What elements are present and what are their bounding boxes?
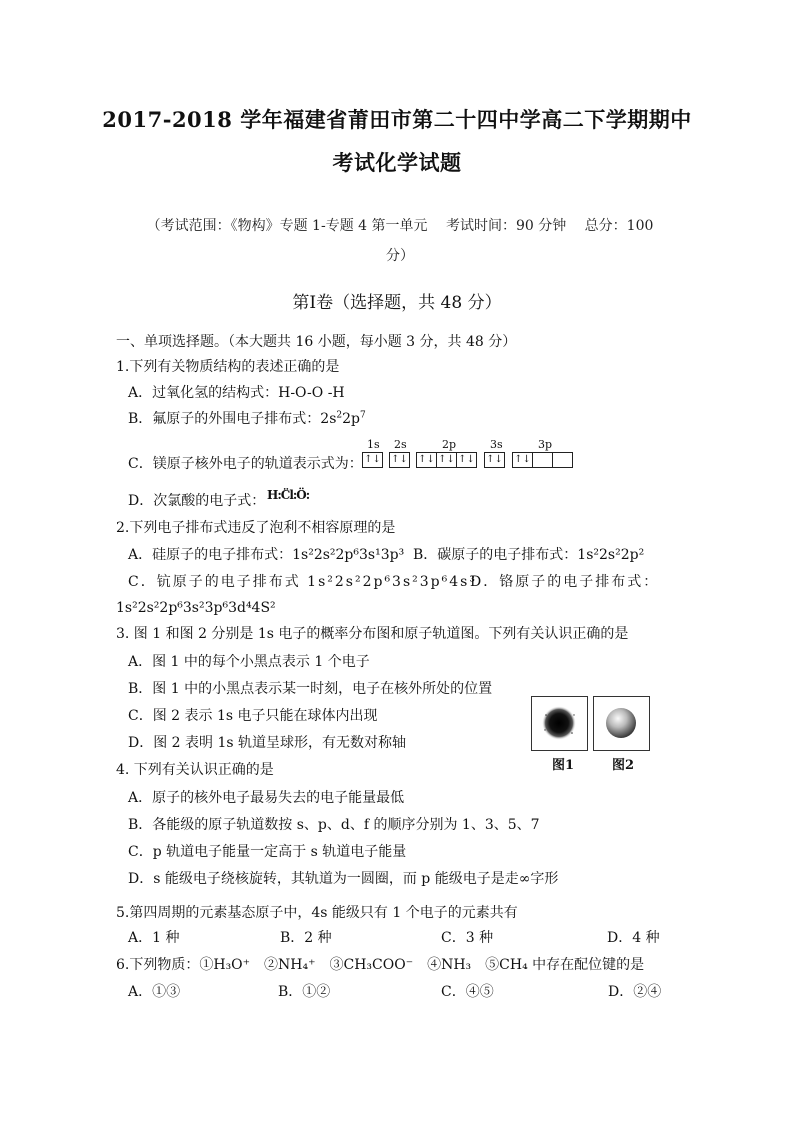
exam-info-line-1: （考试范围：《物构》专题 1-专题 4 第一单元 考试时间：90 分钟 总分：100	[146, 218, 654, 234]
q4-stem: 4. 下列有关认识正确的是	[116, 762, 274, 778]
part-heading: 一、单项选择题。（本大题共 16 小题，每小题 3 分，共 48 分）	[116, 334, 517, 350]
orbital-label-2p: 2p	[442, 438, 457, 451]
q5-option-d: D．4 种	[607, 930, 660, 946]
orbital-box: ↑↓	[436, 452, 457, 468]
orbital-label-3s: 3s	[490, 438, 503, 451]
title-line-2: 考试化学试题	[332, 150, 462, 175]
electron-cloud-image	[532, 697, 587, 750]
orbital-box: ↑↓	[484, 452, 505, 468]
orbital-box: ↑↓	[389, 452, 410, 468]
q2-stem: 2.下列电子排布式违反了泡利不相容原理的是	[116, 520, 396, 536]
q6-option-d: D．②④	[608, 984, 662, 1000]
orbital-label-2s: 2s	[394, 438, 407, 451]
q2-option-d-formula: 1s²2s²2p⁶3s²3p⁶3d⁴4S²	[116, 600, 276, 616]
q6-stem: 6.下列物质：①H₃O⁺ ②NH₄⁺ ③CH₃COO⁻ ④NH₃ ⑤CH₄ 中存在配位键的是	[116, 957, 645, 973]
q2-option-d: D．铬原子的电子排布式：	[470, 574, 660, 590]
q5-option-a: A．1 种	[128, 930, 180, 946]
q2-option-a: A．硅原子的电子排布式：1s²2s²2p⁶3s¹3p³	[128, 547, 405, 563]
figure-1-probability-cloud	[531, 696, 588, 751]
q2-option-c: C．钪原子的电子排布式 1s²2s²2p⁶3s²3p⁶4s³	[128, 574, 477, 590]
exam-info-line-2: 分）	[386, 248, 414, 264]
figure-1-caption: 图1	[552, 758, 575, 773]
orbital-label-3p: 3p	[538, 438, 553, 451]
q5-stem: 5.第四周期的元素基态原子中，4s 能级只有 1 个电子的元素共有	[116, 905, 518, 921]
sphere-image	[594, 697, 649, 750]
title-line-1: 2017-2018 学年福建省莆田市第二十四中学高二下学期期中	[102, 107, 692, 132]
q3-option-b: B．图 1 中的小黑点表示某一时刻，电子在核外所处的位置	[128, 681, 493, 697]
q3-stem: 3. 图 1 和图 2 分别是 1s 电子的概率分布图和原子轨道图。下列有关认识正确的是	[116, 626, 629, 642]
orbital-box: ↑↓	[512, 452, 533, 468]
q1-option-b: B．氟原子的外围电子排布式：$2s^22p^7$	[128, 410, 366, 427]
q4-option-d: D．s 能级电子绕核旋转，其轨道为一圆圈，而 p 能级电子是走∞字形	[128, 871, 559, 887]
q1-option-c: C．镁原子核外电子的轨道表示式为：	[128, 456, 363, 472]
orbital-box: ↑↓	[456, 452, 477, 468]
orbital-box	[552, 452, 573, 468]
orbital-box	[532, 452, 553, 468]
q4-option-a: A．原子的核外电子最易失去的电子能量最低	[128, 790, 405, 806]
q6-option-b: B．①②	[278, 984, 331, 1000]
orbital-box: ↑↓	[416, 452, 437, 468]
figure-2-orbital-sphere	[593, 696, 650, 751]
q1-option-d: D．次氯酸的电子式：	[128, 493, 266, 509]
q6-option-a: A．①③	[128, 984, 181, 1000]
section-title: 第Ⅰ卷（选择题，共 48 分）	[292, 293, 502, 313]
q3-option-c: C．图 2 表示 1s 电子只能在球体内出现	[128, 708, 378, 724]
q3-option-a: A．图 1 中的每个小黑点表示 1 个电子	[128, 654, 370, 670]
q3-option-d: D．图 2 表明 1s 轨道呈球形，有无数对称轴	[128, 735, 407, 751]
hclo-electron-formula: H:C̈l:Ö:	[267, 488, 310, 502]
q5-option-b: B．2 种	[280, 930, 332, 946]
q4-option-b: B．各能级的原子轨道数按 s、p、d、f 的顺序分别为 1、3、5、7	[128, 817, 540, 833]
orbital-box: ↑↓	[362, 452, 383, 468]
figure-2-caption: 图2	[612, 758, 635, 773]
q4-option-c: C．p 轨道电子能量一定高于 s 轨道电子能量	[128, 844, 407, 860]
orbital-label-1s: 1s	[367, 438, 380, 451]
q1-option-a: A．过氧化氢的结构式：H-O-O -H	[128, 385, 345, 401]
q1-stem: 1.下列有关物质结构的表述正确的是	[116, 359, 340, 375]
q5-option-c: C．3 种	[441, 930, 494, 946]
q6-option-c: C．④⑤	[441, 984, 494, 1000]
q2-option-b: B．碳原子的电子排布式：1s²2s²2p²	[413, 547, 645, 563]
